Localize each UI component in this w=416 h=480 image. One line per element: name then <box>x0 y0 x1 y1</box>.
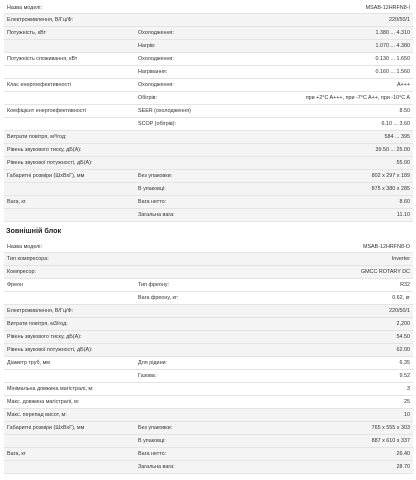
spec-value: 6.10 ... 3.60 <box>381 121 410 127</box>
spec-value: 39.50 ... 25.00 <box>375 147 410 153</box>
spec-sublabel: Без упаковки: <box>138 173 173 179</box>
spec-value: 62.00 <box>396 347 410 353</box>
spec-row <box>4 241 413 253</box>
spec-row <box>4 266 413 279</box>
spec-row <box>4 305 413 318</box>
spec-label: Макс. довжина магістралі, м: <box>7 399 80 405</box>
spec-label: Електроживлення, В/Гц/Ф: <box>7 308 74 314</box>
spec-row <box>4 209 413 222</box>
spec-sublabel: Загальна вага: <box>138 212 175 218</box>
spec-row <box>4 2 413 14</box>
spec-sublabel: Охолодження: <box>138 30 174 36</box>
spec-label: Рівень звукової потужності, дБ(А): <box>7 160 93 166</box>
spec-sublabel: В упаковці: <box>138 438 166 444</box>
spec-label: Потужність споживання, кВт <box>7 56 78 62</box>
spec-value: 802 x 297 x 189 <box>371 173 410 179</box>
spec-label: Назва моделі: <box>7 4 42 11</box>
spec-label: Коефіцієнт енергоефективності <box>7 108 87 114</box>
spec-row <box>4 144 413 157</box>
spec-label: Потужність, кВт <box>7 30 47 36</box>
spec-label: Вага, кг <box>7 451 26 457</box>
spec-label: Електроживлення, В/Гц/Ф: <box>7 17 74 23</box>
spec-row <box>4 331 413 344</box>
spec-sublabel: Загальна вага: <box>138 464 175 470</box>
spec-row <box>4 66 413 79</box>
spec-sublabel: Вага нетто: <box>138 451 167 457</box>
spec-row <box>4 461 413 474</box>
spec-value: 1.380 ... 4.310 <box>375 30 410 36</box>
spec-value: 25 <box>404 399 410 405</box>
spec-label: Вага, кг <box>7 199 26 205</box>
spec-value: 9.52 <box>399 373 410 379</box>
spec-row <box>4 105 413 118</box>
spec-sublabel: Нагрівання: <box>138 69 168 75</box>
spec-row <box>4 27 413 40</box>
spec-label: Витрати повітря, м³/год: <box>7 134 67 140</box>
spec-row <box>4 92 413 105</box>
spec-sublabel: В упаковці: <box>138 186 166 192</box>
spec-value: A+++ <box>396 82 410 88</box>
spec-sublabel: Обігрів: <box>138 95 158 101</box>
spec-value: 1.070 ... 4.380 <box>375 43 410 49</box>
spec-row <box>4 196 413 209</box>
indoor-spec-table <box>4 2 413 222</box>
spec-row <box>4 409 413 422</box>
spec-value: 28.70 <box>396 464 410 470</box>
spec-sublabel: Газова: <box>138 373 157 379</box>
spec-label: Мінімальна довжина магістралі, м: <box>7 386 94 392</box>
spec-sublabel: Охолодження: <box>138 56 174 62</box>
spec-row <box>4 253 413 266</box>
spec-row <box>4 357 413 370</box>
spec-value: при +2°C A+++, при -7°C A++, при -10°C A <box>305 95 410 101</box>
spec-row <box>4 79 413 92</box>
spec-value: MSAB-12HRFN8-I <box>365 4 410 11</box>
spec-sublabel: Вага фреону, кг: <box>138 295 179 301</box>
outdoor-section-title: Зовнішній блок <box>6 226 62 235</box>
outdoor-spec-table <box>4 241 413 474</box>
spec-value: 8.60 <box>399 199 410 205</box>
spec-row <box>4 318 413 331</box>
spec-row <box>4 422 413 435</box>
spec-label: Витрати повітря, м3/год: <box>7 321 68 327</box>
spec-row <box>4 370 413 383</box>
spec-value: 8.50 <box>399 108 410 114</box>
spec-value: MSAB-12HRFN8-O <box>362 243 410 250</box>
spec-value: Inverter <box>391 256 410 262</box>
spec-label: Рівень звукового тиску, дБ(А): <box>7 334 82 340</box>
spec-value: 220/50/1 <box>389 308 410 314</box>
spec-sublabel: Вага нетто: <box>138 199 167 205</box>
spec-value: 6.35 <box>399 360 410 366</box>
spec-sublabel: SEER (охолодження) <box>138 108 191 114</box>
spec-value: 887 x 610 x 337 <box>371 438 410 444</box>
spec-label: Макс. перепад висот, м: <box>7 412 67 418</box>
spec-value: 0.160 ... 1.560 <box>375 69 410 75</box>
spec-value: 875 x 380 x 285 <box>371 186 410 192</box>
spec-row <box>4 383 413 396</box>
spec-row <box>4 435 413 448</box>
spec-label: Фреон <box>7 282 24 288</box>
spec-label: Габаритні розміри (ШхВхГ), мм <box>7 425 85 431</box>
spec-row <box>4 292 413 305</box>
spec-row <box>4 40 413 53</box>
spec-label: Діаметр труб, мм <box>7 360 50 366</box>
spec-value: 0.62, кг <box>392 295 410 301</box>
spec-sublabel: Для рідини: <box>138 360 168 366</box>
spec-row <box>4 344 413 357</box>
spec-value: R32 <box>400 282 410 288</box>
spec-sublabel: SCOP (обігрів): <box>138 121 177 127</box>
spec-row <box>4 448 413 461</box>
spec-row <box>4 53 413 66</box>
spec-value: 26.40 <box>396 451 410 457</box>
spec-row <box>4 118 413 131</box>
spec-value: 11.10 <box>396 212 410 218</box>
spec-sublabel: Нагрів: <box>138 43 156 49</box>
spec-value: 3 <box>407 386 410 392</box>
spec-row <box>4 14 413 27</box>
spec-sublabel: Тип фреону: <box>138 282 170 288</box>
spec-value: 54.50 <box>396 334 410 340</box>
spec-label: Компресор: <box>7 269 37 275</box>
spec-value: GMCC ROTARY DC <box>360 269 410 275</box>
spec-label: Назва моделі: <box>7 243 42 250</box>
spec-value: 0.130 ... 1.650 <box>375 56 410 62</box>
spec-row <box>4 170 413 183</box>
spec-label: Габаритні розміри (ШхВхГ), мм <box>7 173 85 179</box>
spec-row <box>4 183 413 196</box>
spec-row <box>4 131 413 144</box>
spec-label: Тип компресора: <box>7 256 49 262</box>
spec-sublabel: Без упаковки: <box>138 425 173 431</box>
spec-value: 765 x 555 x 303 <box>371 425 410 431</box>
spec-value: 10 <box>404 412 410 418</box>
spec-row <box>4 279 413 292</box>
spec-label: Рівень звукової потужності, дБ(А): <box>7 347 93 353</box>
spec-value: 2,200 <box>396 321 410 327</box>
spec-label: Клас енергоефективності <box>7 82 71 88</box>
spec-value: 220/50/1 <box>389 17 410 23</box>
spec-label: Рівень звукового тиску, дБ(А): <box>7 147 82 153</box>
spec-row <box>4 157 413 170</box>
spec-value: 55.00 <box>396 160 410 166</box>
spec-value: 584 ... 395 <box>384 134 410 140</box>
spec-row <box>4 396 413 409</box>
spec-sublabel: Охолодження: <box>138 82 174 88</box>
